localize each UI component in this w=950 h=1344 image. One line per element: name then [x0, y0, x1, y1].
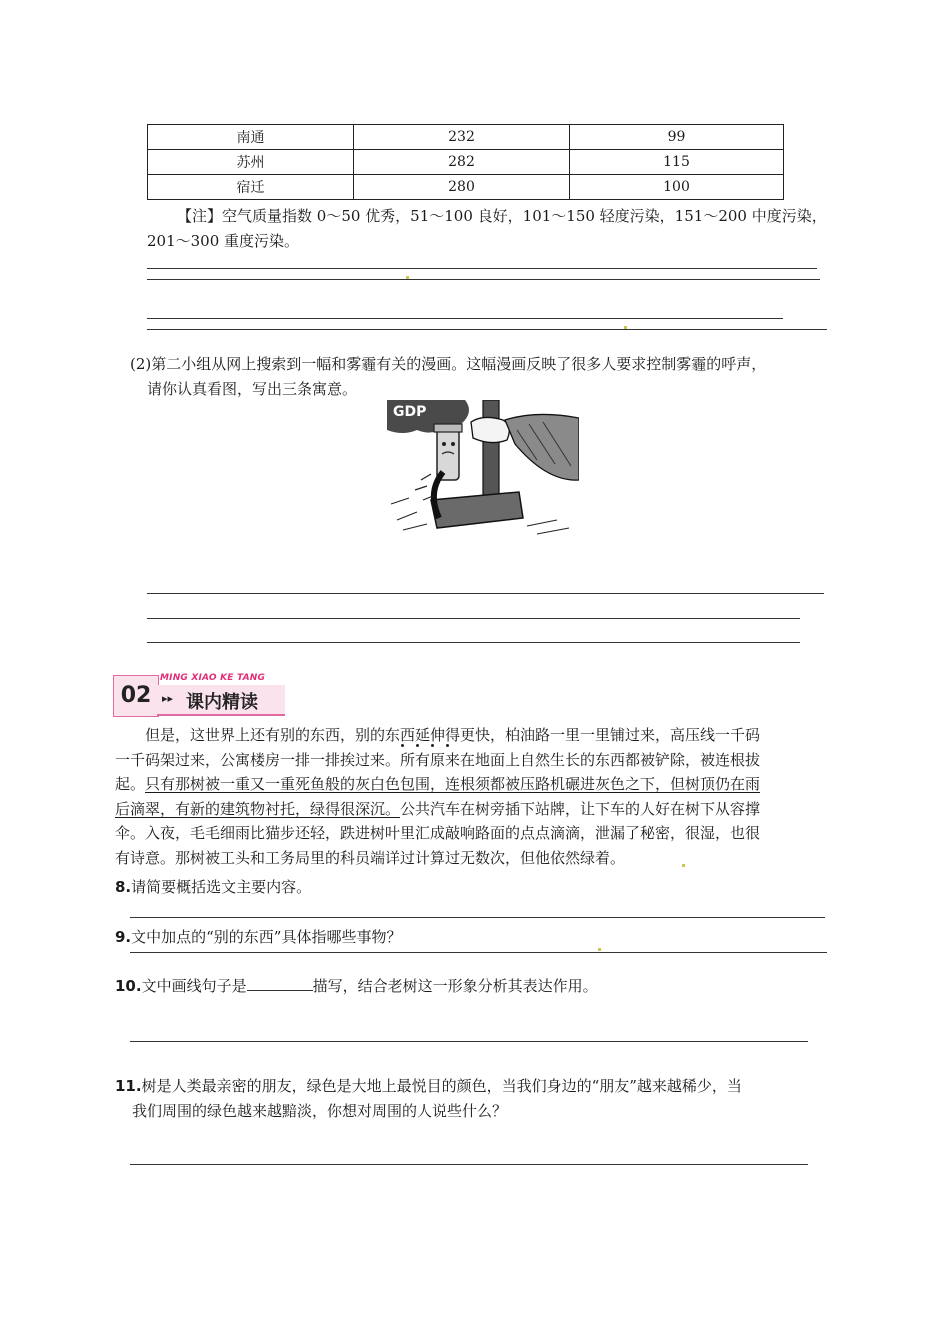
dotted-phrase: 别的东西	[280, 726, 341, 744]
note-line: 【注】空气质量指数 0～50 优秀，51～100 良好，101～150 轻度污染，151～200 中度污染，	[177, 207, 827, 225]
table-row	[148, 125, 784, 150]
question-text: 文中加点的“别的东西”具体指哪些事物？	[131, 928, 402, 946]
table-cell: 115	[570, 150, 784, 175]
section-number: 02	[113, 675, 159, 717]
passage-line	[115, 723, 839, 748]
air-quality-table	[147, 124, 784, 200]
question-number: 9.	[115, 928, 132, 946]
table-row	[148, 150, 784, 175]
fill-blank[interactable]	[247, 976, 313, 991]
table-row	[148, 175, 784, 200]
table-cell: 南通	[148, 125, 354, 150]
passage-line	[115, 772, 839, 797]
speck	[624, 326, 627, 329]
section-pinyin: MING XIAO KE TANG	[160, 673, 266, 683]
table-cell: 99	[570, 125, 784, 150]
question-line	[115, 1074, 839, 1099]
passage-line: 一千码架过来，公寓楼房一排一排挨过来。所有原来在地面上自然生长的东西都被铲除，被连根拔	[115, 750, 761, 769]
answer-line[interactable]	[130, 1041, 808, 1042]
answer-line[interactable]	[147, 593, 824, 594]
passage-line: 有诗意。那树被工头和工务局里的科员端详过计算过无数次，但他依然绿着。	[115, 848, 626, 867]
question-text: 树是人类最亲密的朋友，绿色是大地上最悦目的颜色，当我们身边的“朋友”越来越稀少，当	[141, 1077, 742, 1095]
note-line: 201～300 重度污染。	[147, 231, 300, 250]
table-cell: 282	[354, 150, 570, 175]
question-8	[115, 875, 835, 900]
table-cell: 100	[570, 175, 784, 200]
reading-passage	[115, 723, 839, 870]
question-line: (2)第二小组从网上搜索到一幅和雾霾有关的漫画。这幅漫画反映了很多人要求控制雾霾的呼声，	[130, 355, 767, 373]
answer-line[interactable]	[130, 952, 827, 953]
underlined-sentence: 只有那树被一重又一重死鱼般的灰白色包围，连根须都被压路机碾进灰色之下，但树顶仍在雨	[145, 775, 761, 793]
speck	[682, 864, 685, 867]
emphasis-dot	[416, 744, 419, 747]
emphasis-dot	[431, 744, 434, 747]
passage-text: ，别的东西延伸得更快，柏油路一里一里铺过来，高压线一千码	[340, 726, 761, 744]
passage-text: 公共汽车在树旁插下站牌，让下车的人好在树下从容撑	[400, 799, 761, 818]
passage-text: 但是，这世界上还有	[145, 726, 281, 744]
emphasis-dot	[401, 744, 404, 747]
question-number: 11.	[115, 1077, 142, 1095]
question-number: 10.	[115, 977, 142, 995]
table-cell: 宿迁	[148, 175, 354, 200]
table-cell: 280	[354, 175, 570, 200]
question-number: 8.	[115, 878, 132, 896]
answer-line[interactable]	[147, 279, 820, 280]
double-arrow-icon: ▸▸	[162, 692, 174, 705]
gdp-cartoon-image	[387, 400, 579, 540]
passage-line	[115, 797, 839, 822]
answer-line[interactable]	[147, 318, 783, 319]
table-cell: 苏州	[148, 150, 354, 175]
question-text: 请简要概括选文主要内容。	[131, 878, 312, 896]
speck	[598, 948, 601, 951]
question-9	[115, 925, 835, 950]
answer-line[interactable]	[147, 268, 817, 269]
answer-line[interactable]	[147, 642, 800, 643]
table-cell: 232	[354, 125, 570, 150]
note	[147, 204, 837, 253]
passage-text: 起。	[115, 775, 146, 793]
question-text: 描写，结合老树这一形象分析其表达作用。	[312, 977, 598, 995]
question-line: 我们周围的绿色越来越黯淡，你想对周围的人说些什么？	[132, 1101, 508, 1120]
answer-line[interactable]	[147, 329, 827, 330]
speck	[406, 276, 409, 279]
question-line: 请你认真看图，写出三条寓意。	[147, 379, 358, 398]
question-11	[115, 1074, 839, 1123]
section-title: 课内精读	[186, 692, 258, 713]
answer-line[interactable]	[130, 917, 825, 918]
underlined-sentence: 后滴翠，有新的建筑物衬托，绿得很深沉。	[115, 799, 401, 818]
question-2	[130, 352, 840, 401]
answer-line[interactable]	[147, 618, 800, 619]
passage-line: 伞。入夜，毛毛细雨比猫步还轻，跌进树叶里汇成敲响路面的点点滴滴，泄漏了秘密，很湿，也很	[115, 824, 761, 842]
question-10	[115, 974, 835, 999]
gdp-label: GDP	[393, 404, 427, 420]
emphasis-dot	[446, 744, 449, 747]
answer-line[interactable]	[130, 1164, 808, 1165]
question-text: 文中画线句子是	[141, 977, 247, 995]
